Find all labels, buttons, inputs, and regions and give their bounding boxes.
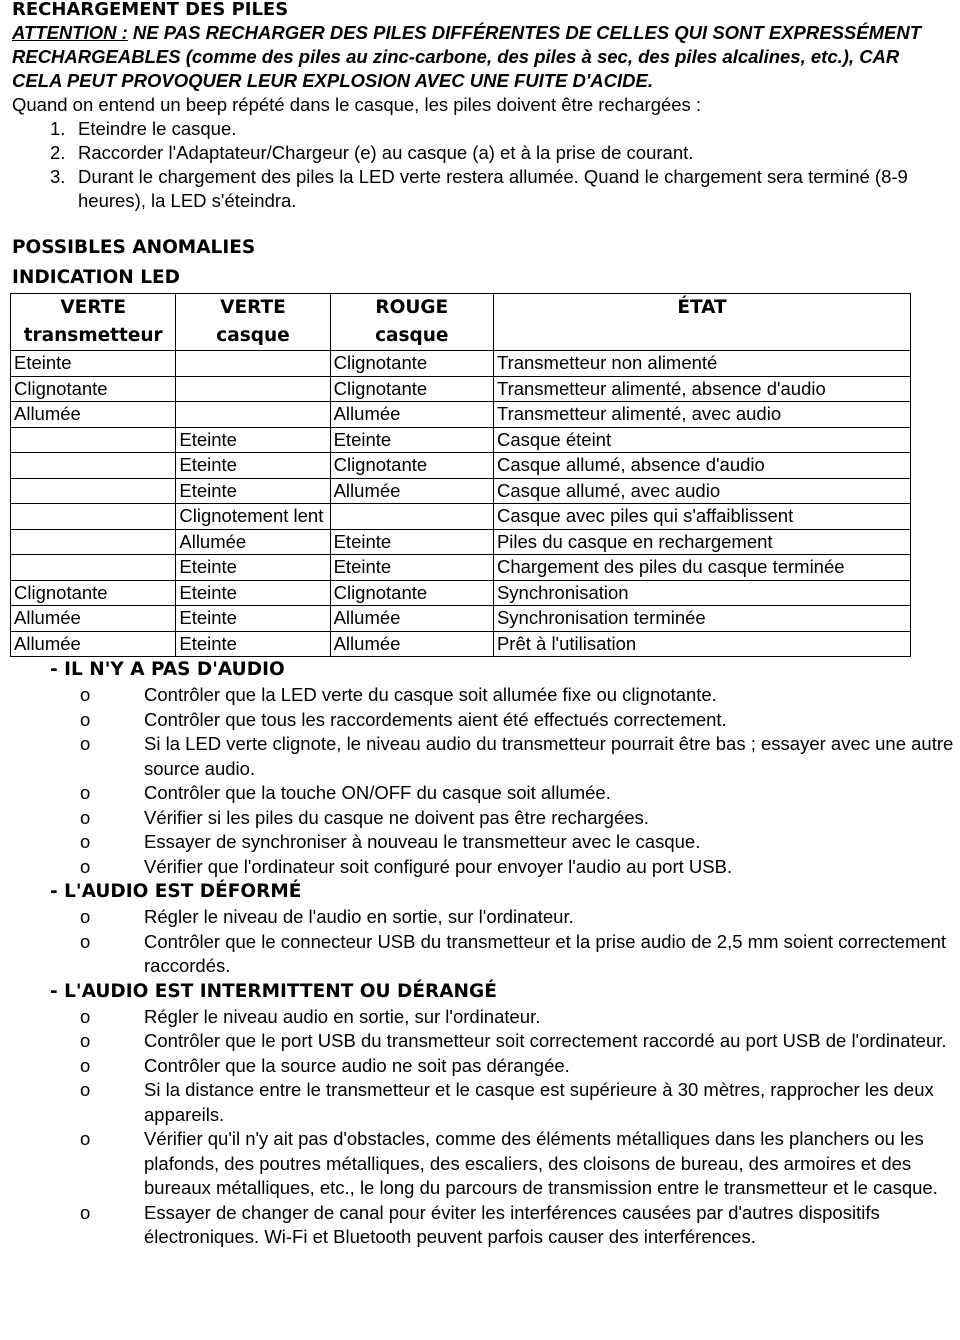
- table-cell: Transmetteur alimenté, absence d'audio: [493, 376, 910, 402]
- table-cell: Casque avec piles qui s'affaiblissent: [493, 504, 910, 530]
- list-item: [12, 806, 954, 831]
- table-cell: Allumée: [11, 606, 176, 632]
- list-item-text: Contrôler que la source audio ne soit pas dérangée.: [144, 1054, 570, 1076]
- list-item: [12, 830, 954, 855]
- table-row: [11, 631, 911, 657]
- table-cell: Eteinte: [176, 555, 330, 581]
- step-item: 1. Eteindre le casque.: [50, 118, 237, 139]
- list-item: [12, 1005, 954, 1030]
- list-item-text: Contrôler que tous les raccordements aient été effectués correctement.: [144, 708, 727, 730]
- table-cell: [11, 529, 176, 555]
- table-cell: Eteinte: [330, 427, 493, 453]
- table-cell: Allumée: [11, 631, 176, 657]
- bullet-marker: o: [80, 1201, 91, 1223]
- table-cell: Eteinte: [176, 631, 330, 657]
- table-cell: Casque éteint: [493, 427, 910, 453]
- header-rouge-casque: ROUGE casque: [330, 294, 493, 351]
- table-cell: Eteinte: [176, 453, 330, 479]
- list-item: [12, 1054, 954, 1079]
- list-item: [12, 905, 954, 930]
- table-cell: [11, 555, 176, 581]
- list-item: [12, 855, 954, 880]
- table-cell: Clignotement lent: [176, 504, 330, 530]
- table-row: [11, 504, 911, 530]
- troubleshoot-list: [12, 905, 960, 979]
- table-cell: Allumée: [176, 529, 330, 555]
- list-item: [12, 1078, 954, 1127]
- troubleshoot-heading: - L'AUDIO EST INTERMITTENT OU DÉRANGÉ: [50, 980, 497, 1002]
- table-cell: Allumée: [11, 402, 176, 428]
- bullet-marker: o: [80, 831, 91, 852]
- table-cell: Eteinte: [176, 427, 330, 453]
- table-cell: Eteinte: [11, 351, 176, 377]
- table-cell: [176, 351, 330, 377]
- list-item: [12, 708, 954, 733]
- header-verte-transmetteur: VERTE transmetteur: [11, 294, 176, 351]
- table-cell: Eteinte: [176, 606, 330, 632]
- bullet-marker: o: [80, 1030, 91, 1051]
- table-cell: Clignotante: [330, 376, 493, 402]
- table-cell: Eteinte: [176, 478, 330, 504]
- table-row: [11, 402, 911, 428]
- table-cell: Transmetteur non alimenté: [493, 351, 910, 377]
- table-body: [11, 351, 911, 657]
- table-cell: [330, 504, 493, 530]
- table-row: [11, 453, 911, 479]
- bullet-marker: o: [80, 1079, 91, 1100]
- table-header-row: [11, 294, 911, 351]
- table-row: [11, 427, 911, 453]
- bullet-marker: o: [80, 782, 91, 803]
- list-item: [12, 930, 954, 979]
- table-cell: Allumée: [330, 606, 493, 632]
- table-cell: Allumée: [330, 478, 493, 504]
- bullet-marker: o: [80, 906, 91, 927]
- list-item: [12, 1201, 954, 1250]
- table-cell: [176, 376, 330, 402]
- table-cell: Eteinte: [330, 529, 493, 555]
- table-cell: [11, 427, 176, 453]
- table-cell: Eteinte: [330, 555, 493, 581]
- table-row: [11, 376, 911, 402]
- table-row: [11, 555, 911, 581]
- list-item-text: Essayer de changer de canal pour éviter les interférences causées par d'autres dispositifs électroniques. Wi-Fi et Bluetooth peuvent parfois causer des interférences.: [144, 1201, 880, 1247]
- list-item: [12, 781, 954, 806]
- table-cell: [11, 453, 176, 479]
- table-cell: Clignotante: [11, 376, 176, 402]
- bullet-marker: o: [80, 1054, 91, 1076]
- troubleshoot-heading: - L'AUDIO EST DÉFORMÉ: [50, 881, 302, 902]
- bullet-marker: o: [80, 930, 91, 952]
- table-row: [11, 478, 911, 504]
- list-item: [12, 1029, 954, 1054]
- table-cell: Clignotante: [11, 580, 176, 606]
- list-item-text: Régler le niveau audio en sortie, sur l'ordinateur.: [144, 1005, 541, 1027]
- list-item-text: Contrôler que la LED verte du casque soit allumée fixe ou clignotante.: [144, 684, 717, 705]
- table-cell: [11, 504, 176, 530]
- list-item: [12, 1127, 954, 1201]
- table-cell: Chargement des piles du casque terminée: [493, 555, 910, 581]
- list-item: [12, 732, 954, 781]
- table-cell: Casque allumé, avec audio: [493, 478, 910, 504]
- table-cell: [11, 478, 176, 504]
- troubleshooting-sections: [12, 657, 960, 1250]
- warning-paragraph: [12, 21, 952, 93]
- table-cell: Piles du casque en rechargement: [493, 529, 910, 555]
- bullet-marker: o: [80, 684, 91, 705]
- bullet-marker: o: [80, 1005, 91, 1027]
- table-cell: Clignotante: [330, 580, 493, 606]
- header-etat: ÉTAT: [493, 294, 910, 351]
- troubleshoot-heading: - IL N'Y A PAS D'AUDIO: [50, 659, 285, 680]
- list-item: [12, 683, 954, 708]
- bullet-marker: o: [80, 733, 91, 754]
- warning-text: NE PAS RECHARGER DES PILES DIFFÉRENTES DE CELLES QUI SONT EXPRESSÉMENT RECHARGEABLES (comme des piles au zinc-carbone, des piles à sec, des piles alcalines, etc.), CAR CELA PEUT PROVOQUER LEUR EXPLOSION AVEC UNE FUITE D'ACIDE.: [12, 22, 921, 91]
- table-cell: Allumée: [330, 402, 493, 428]
- table-cell: Synchronisation: [493, 580, 910, 606]
- header-verte-casque: VERTE casque: [176, 294, 330, 351]
- step-item: 3. Durant le chargement des piles la LED verte restera allumée. Quand le chargement sera terminé (8-9 heures), la LED s'éteindra.: [50, 166, 908, 211]
- table-row: [11, 529, 911, 555]
- table-cell: Allumée: [330, 631, 493, 657]
- table-cell: Transmetteur alimenté, avec audio: [493, 402, 910, 428]
- recharge-steps: [12, 117, 960, 213]
- list-item-text: Vérifier que l'ordinateur soit configuré pour envoyer l'audio au port USB.: [144, 855, 733, 877]
- section-title-recharge: RECHARGEMENT DES PILES: [12, 0, 289, 20]
- table-row: [11, 580, 911, 606]
- list-item-text: Essayer de synchroniser à nouveau le transmetteur avec le casque.: [144, 831, 701, 852]
- list-item-text: Contrôler que le connecteur USB du transmetteur et la prise audio de 2,5 mm soient correctement raccordés.: [144, 930, 947, 976]
- led-indication-title: INDICATION LED: [12, 267, 180, 288]
- anomalies-title: POSSIBLES ANOMALIES: [12, 237, 256, 258]
- led-indication-table: [10, 293, 911, 657]
- table-cell: Prêt à l'utilisation: [493, 631, 910, 657]
- troubleshoot-list: [12, 1005, 960, 1250]
- table-cell: Casque allumé, absence d'audio: [493, 453, 910, 479]
- table-row: [11, 606, 911, 632]
- list-item-text: Vérifier qu'il n'y ait pas d'obstacles, comme des éléments métalliques dans les planchers ou les plafonds, des poutres métalliques, des escaliers, des cloisons de bureau, des armoires et des bureaux métalliques, etc., le long du parcours de transmission entre le transmetteur et le casque.: [144, 1128, 938, 1198]
- bullet-marker: o: [80, 1128, 91, 1149]
- table-row: [11, 351, 911, 377]
- bullet-marker: o: [80, 806, 91, 828]
- bullet-marker: o: [80, 855, 91, 877]
- list-item-text: Vérifier si les piles du casque ne doivent pas être rechargées.: [144, 806, 649, 828]
- table-cell: [176, 402, 330, 428]
- list-item-text: Si la LED verte clignote, le niveau audio du transmetteur pourrait être bas ; essayer avec une autre source audio.: [144, 733, 954, 779]
- bullet-marker: o: [80, 708, 91, 730]
- table-cell: Synchronisation terminée: [493, 606, 910, 632]
- table-cell: Clignotante: [330, 453, 493, 479]
- list-item-text: Contrôler que le port USB du transmetteur soit correctement raccordé au port USB de l'ordinateur.: [144, 1030, 947, 1051]
- list-item-text: Si la distance entre le transmetteur et le casque est supérieure à 30 mètres, rapprocher les deux appareils.: [144, 1079, 934, 1125]
- table-cell: Eteinte: [176, 580, 330, 606]
- list-item-text: Régler le niveau de l'audio en sortie, sur l'ordinateur.: [144, 906, 574, 927]
- troubleshoot-list: [12, 683, 960, 879]
- step-item: 2. Raccorder l'Adaptateur/Chargeur (e) au casque (a) et à la prise de courant.: [50, 142, 694, 163]
- table-cell: Clignotante: [330, 351, 493, 377]
- warning-prefix: ATTENTION :: [12, 22, 128, 43]
- intro-text: Quand on entend un beep répété dans le casque, les piles doivent être rechargées :: [12, 94, 702, 115]
- list-item-text: Contrôler que la touche ON/OFF du casque soit allumée.: [144, 782, 611, 803]
